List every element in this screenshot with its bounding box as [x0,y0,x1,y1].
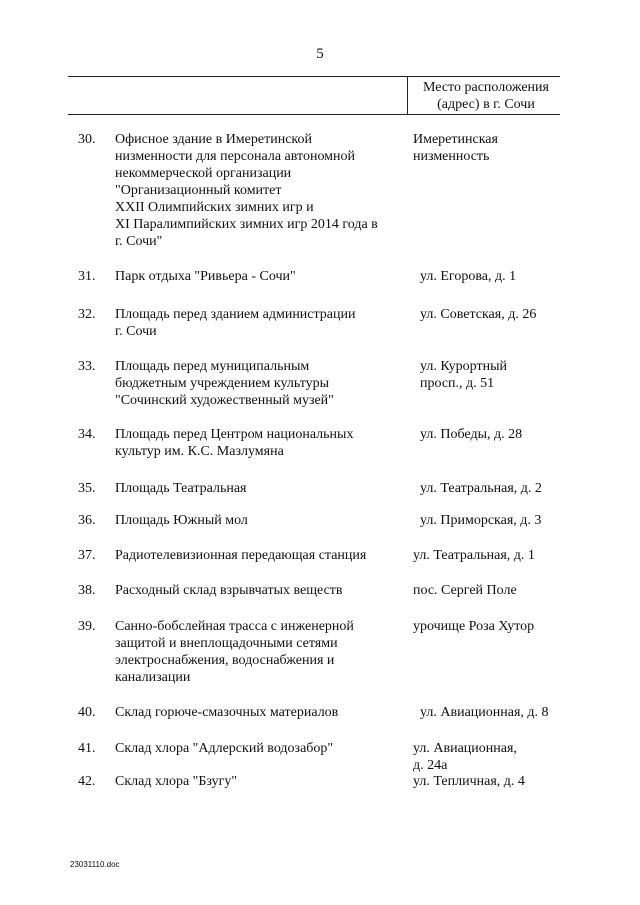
row-number: 38. [78,583,96,598]
row-number: 33. [78,359,96,374]
row-number: 39. [78,619,96,634]
row-number: 32. [78,307,96,322]
page-number: 5 [316,46,324,62]
row-number: 31. [78,269,96,284]
object-address-line: урочище Роза Хутор [413,619,535,634]
object-name [115,306,407,340]
table-column-divider [407,76,408,114]
object-address [413,618,563,635]
footer-filename: 23031110.doc [70,860,120,869]
object-address [413,131,563,165]
location-header-line-1: Место расположения [423,80,549,95]
row-number: 35. [78,481,96,496]
object-address-line: ул. Егорова, д. 1 [420,269,517,284]
object-name-line: XI Паралимпийских зимних игр 2014 года в [115,217,378,232]
object-name-line: Расходный склад взрывчатых веществ [115,583,343,598]
object-name-line: "Сочинский художественный музей" [115,393,334,408]
object-name [115,131,407,250]
object-address-line: Имеретинская [413,132,498,147]
object-address [413,740,563,774]
table-header-rule [68,114,560,115]
object-address-line: ул. Курортный [420,359,507,374]
location-header-line-2: (адрес) в г. Сочи [437,97,535,112]
object-name-line: г. Сочи [115,324,157,339]
object-name [115,480,407,497]
object-name [115,704,407,721]
object-address-line: ул. Авиационная, [413,741,517,756]
object-name-line: Офисное здание в Имеретинской [115,132,312,147]
object-name [115,582,407,599]
object-address-line: ул. Театральная, д. 2 [420,481,542,496]
object-address-line: ул. Авиационная, д. 8 [420,705,549,720]
object-name-line: XXII Олимпийских зимних игр и [115,200,314,215]
object-name-line: бюджетным учреждением культуры [115,376,330,391]
object-address [420,426,570,443]
object-name-line: Склад хлора "Адлерский водозабор" [115,741,334,756]
object-address [420,480,570,497]
object-name-line: канализации [115,670,191,685]
object-address-line: ул. Театральная, д. 1 [413,548,535,563]
row-number: 30. [78,132,96,147]
object-name-line: защитой и внеплощадочными сетями [115,636,338,651]
object-name-line: культур им. К.С. Мазлумяна [115,444,284,459]
object-name-line: электроснабжения, водоснабжения и [115,653,335,668]
row-number: 40. [78,705,96,720]
object-name [115,358,407,409]
object-name-line: "Организационный комитет [115,183,282,198]
object-address-line: д. 24а [413,758,448,773]
object-name [115,547,407,564]
object-address-line: ул. Советская, д. 26 [420,307,537,322]
object-name-line: Парк отдыха "Ривьера - Сочи" [115,269,296,284]
row-number: 42. [78,774,96,789]
object-name-line: Площадь перед муниципальным [115,359,310,374]
object-address [420,512,570,529]
object-name-line: Площадь Театральная [115,481,247,496]
object-address [420,306,570,323]
object-name [115,773,407,790]
object-address [413,582,563,599]
object-name-line: низменности для персонала автономной [115,149,356,164]
object-name [115,268,407,285]
object-name [115,618,407,686]
table-top-rule [68,76,560,77]
object-address-line: низменность [413,149,490,164]
object-address [413,773,563,790]
object-address-line: ул. Приморская, д. 3 [420,513,542,528]
object-address-line: пос. Сергей Поле [413,583,517,598]
object-name-line: Радиотелевизионная передающая станция [115,548,367,563]
object-address [420,358,570,392]
row-number: 36. [78,513,96,528]
object-name-line: Склад горюче-смазочных материалов [115,705,339,720]
row-number: 34. [78,427,96,442]
object-address-line: ул. Тепличная, д. 4 [413,774,525,789]
object-name [115,426,407,460]
object-name-line: Площадь перед Центром национальных [115,427,354,442]
object-name [115,740,407,757]
object-address [420,268,570,285]
object-name-line: Санно-бобслейная трасса с инженерной [115,619,354,634]
object-address-line: просп., д. 51 [420,376,495,391]
object-name [115,512,407,529]
object-name-line: г. Сочи" [115,234,163,249]
row-number: 41. [78,741,96,756]
object-name-line: Площадь Южный мол [115,513,248,528]
location-column-header [412,79,560,113]
object-address [420,704,570,721]
object-name-line: Площадь перед зданием администрации [115,307,356,322]
object-address-line: ул. Победы, д. 28 [420,427,523,442]
object-address [413,547,563,564]
object-name-line: Склад хлора "Бзугу" [115,774,238,789]
object-name-line: некоммерческой организации [115,166,292,181]
row-number: 37. [78,548,96,563]
